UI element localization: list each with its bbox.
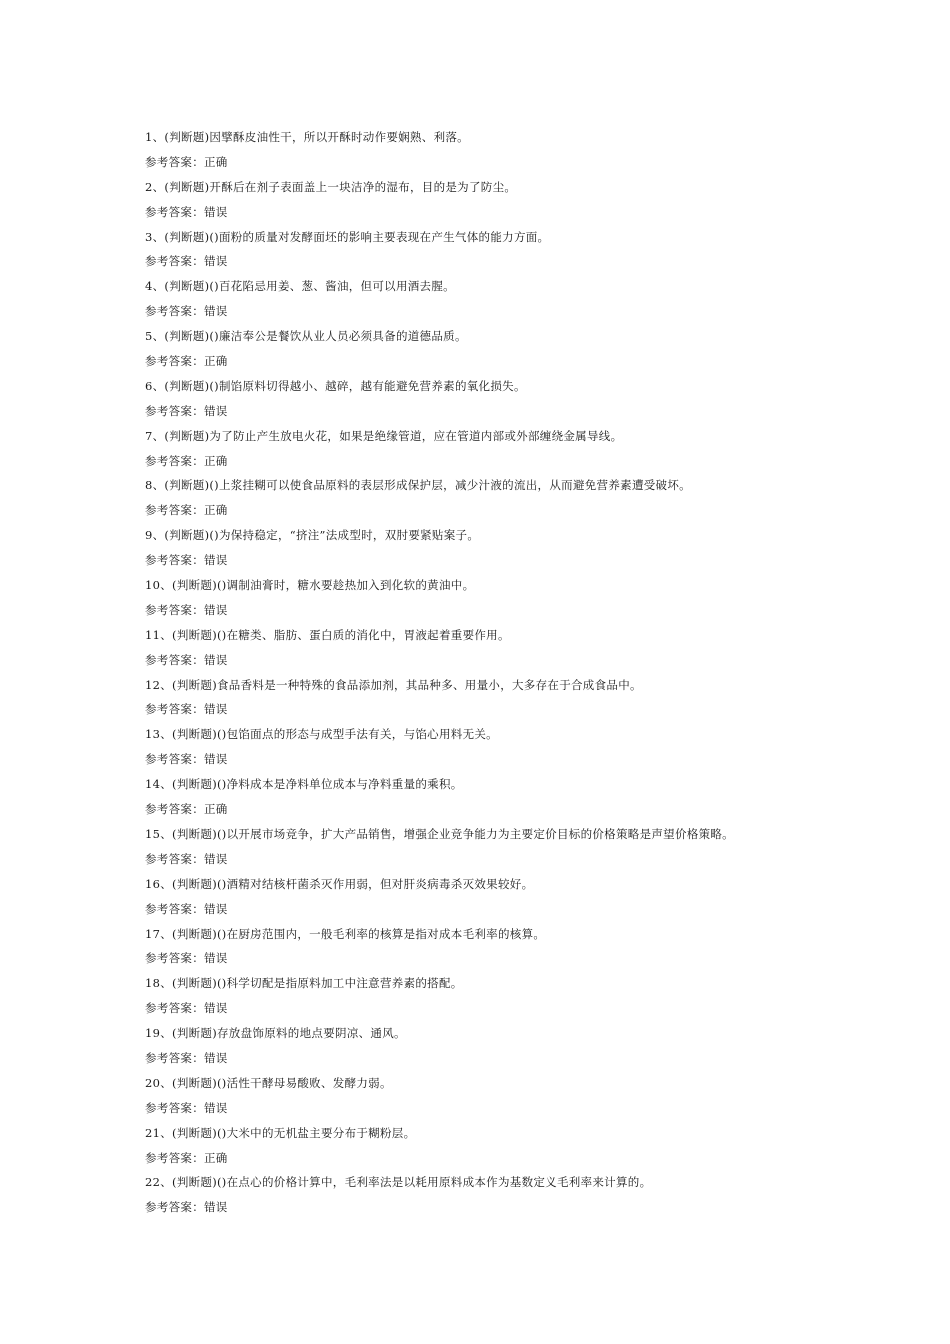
question-item <box>145 1024 925 1074</box>
answer-value: 错误 <box>204 254 228 269</box>
answer-label: 参考答案： <box>145 702 204 717</box>
question-text: 13、(判断题)()包馅面点的形态与成型手法有关，与馅心用料无关。 <box>145 727 498 742</box>
answer-line <box>145 601 925 626</box>
answer-value: 错误 <box>204 951 228 966</box>
answer-label: 参考答案： <box>145 901 204 916</box>
answer-line <box>145 900 925 925</box>
question-text: 18、(判断题)()科学切配是指原料加工中注意营养素的搭配。 <box>145 976 463 991</box>
answer-value: 正确 <box>204 354 228 369</box>
question-text: 20、(判断题)()活性干酵母易酸败、发酵力弱。 <box>145 1075 392 1090</box>
question-item <box>145 1124 925 1174</box>
answer-label: 参考答案： <box>145 453 204 468</box>
question-text: 22、(判断题)()在点心的价格计算中，毛利率法是以耗用原料成本作为基数定义毛利率来计算的。 <box>145 1175 652 1190</box>
answer-label: 参考答案： <box>145 802 204 817</box>
question-item <box>145 327 925 377</box>
question-text: 4、(判断题)()百花陷忌用姜、葱、酱油，但可以用酒去腥。 <box>145 279 455 294</box>
question-item <box>145 476 925 526</box>
question-item <box>145 925 925 975</box>
answer-label: 参考答案： <box>145 652 204 667</box>
answer-line <box>145 203 925 228</box>
answer-label: 参考答案： <box>145 1001 204 1016</box>
question-text: 3、(判断题)()面粉的质量对发酵面坯的影响主要表现在产生气体的能力方面。 <box>145 229 550 244</box>
answer-label: 参考答案： <box>145 951 204 966</box>
answer-label: 参考答案： <box>145 851 204 866</box>
answer-value: 错误 <box>204 403 228 418</box>
answer-label: 参考答案： <box>145 154 204 169</box>
answer-line <box>145 651 925 676</box>
answer-value: 正确 <box>204 154 228 169</box>
answer-line <box>145 949 925 974</box>
answer-line <box>145 1198 925 1223</box>
question-text: 11、(判断题)()在糖类、脂肪、蛋白质的消化中，胃液起着重要作用。 <box>145 627 510 642</box>
answer-label: 参考答案： <box>145 503 204 518</box>
question-item <box>145 526 925 576</box>
question-item <box>145 377 925 427</box>
answer-value: 正确 <box>204 1150 228 1165</box>
answer-line <box>145 302 925 327</box>
answer-value: 错误 <box>204 851 228 866</box>
answer-line <box>145 999 925 1024</box>
answer-line <box>145 402 925 427</box>
answer-value: 错误 <box>204 1100 228 1115</box>
question-item <box>145 178 925 228</box>
answer-value: 正确 <box>204 802 228 817</box>
answer-label: 参考答案： <box>145 602 204 617</box>
question-item <box>145 277 925 327</box>
answer-label: 参考答案： <box>145 254 204 269</box>
question-text: 21、(判断题)()大米中的无机盐主要分布于糊粉层。 <box>145 1125 416 1140</box>
answer-value: 错误 <box>204 553 228 568</box>
question-text: 14、(判断题)()净料成本是净料单位成本与净料重量的乘积。 <box>145 777 463 792</box>
answer-line <box>145 153 925 178</box>
answer-value: 错误 <box>204 652 228 667</box>
answer-value: 错误 <box>204 1050 228 1065</box>
answer-value: 错误 <box>204 204 228 219</box>
answer-line <box>145 850 925 875</box>
answer-line <box>145 800 925 825</box>
answer-label: 参考答案： <box>145 553 204 568</box>
question-item <box>145 576 925 626</box>
answer-value: 错误 <box>204 901 228 916</box>
answer-label: 参考答案： <box>145 304 204 319</box>
question-item <box>145 825 925 875</box>
answer-line <box>145 750 925 775</box>
answer-value: 错误 <box>204 1200 228 1215</box>
question-text: 17、(判断题)()在厨房范围内，一般毛利率的核算是指对成本毛利率的核算。 <box>145 926 546 941</box>
answer-line <box>145 501 925 526</box>
answer-line <box>145 1099 925 1124</box>
answer-label: 参考答案： <box>145 204 204 219</box>
answer-value: 正确 <box>204 453 228 468</box>
answer-value: 错误 <box>204 1001 228 1016</box>
question-text: 16、(判断题)()酒精对结核杆菌杀灭作用弱，但对肝炎病毒杀灭效果较好。 <box>145 876 534 891</box>
question-item <box>145 974 925 1024</box>
answer-value: 正确 <box>204 503 228 518</box>
question-text: 15、(判断题)()以开展市场竞争，扩大产品销售，增强企业竞争能力为主要定价目标的价格策略是声望价格策略。 <box>145 826 734 841</box>
question-text: 8、(判断题)()上浆挂糊可以使食品原料的表层形成保护层，减少汁液的流出，从而避免营养素遭受破坏。 <box>145 478 691 493</box>
answer-line <box>145 700 925 725</box>
answer-line <box>145 1149 925 1174</box>
question-text: 6、(判断题)()制馅原料切得越小、越碎，越有能避免营养素的氧化损失。 <box>145 378 526 393</box>
answer-label: 参考答案： <box>145 1200 204 1215</box>
question-text: 5、(判断题)()廉洁奉公是餐饮从业人员必须具备的道德品质。 <box>145 329 467 344</box>
answer-label: 参考答案： <box>145 1150 204 1165</box>
question-text: 19、(判断题)存放盘饰原料的地点要阴凉、通风。 <box>145 1026 406 1041</box>
question-item <box>145 427 925 477</box>
question-text: 10、(判断题)()调制油膏时，糖水要趁热加入到化软的黄油中。 <box>145 578 475 593</box>
question-item <box>145 676 925 726</box>
question-text: 9、(判断题)()为保持稳定，“挤注”法成型时，双肘要紧贴案子。 <box>145 528 480 543</box>
question-item <box>145 725 925 775</box>
question-text: 1、(判断题)因擘酥皮油性干，所以开酥时动作要娴熟、利落。 <box>145 130 469 144</box>
answer-value: 错误 <box>204 752 228 767</box>
question-text: 12、(判断题)食品香料是一种特殊的食品添加剂，其品种多、用量小，大多存在于合成食品中。 <box>145 677 642 692</box>
question-item <box>145 626 925 676</box>
question-text: 2、(判断题)开酥后在剂子表面盖上一块洁净的湿布，目的是为了防尘。 <box>145 179 517 194</box>
answer-line <box>145 452 925 477</box>
answer-label: 参考答案： <box>145 1050 204 1065</box>
question-item <box>145 1173 925 1223</box>
question-text: 7、(判断题)为了防止产生放电火花，如果是绝缘管道，应在管道内部或外部缠绕金属导线。 <box>145 428 623 443</box>
answer-line <box>145 1049 925 1074</box>
answer-label: 参考答案： <box>145 752 204 767</box>
answer-label: 参考答案： <box>145 354 204 369</box>
answer-line <box>145 352 925 377</box>
question-list <box>145 128 925 1223</box>
question-item <box>145 228 925 278</box>
answer-line <box>145 252 925 277</box>
answer-label: 参考答案： <box>145 1100 204 1115</box>
answer-value: 错误 <box>204 304 228 319</box>
answer-label: 参考答案： <box>145 403 204 418</box>
answer-line <box>145 551 925 576</box>
answer-value: 错误 <box>204 702 228 717</box>
question-item <box>145 875 925 925</box>
answer-value: 错误 <box>204 602 228 617</box>
question-item <box>145 775 925 825</box>
question-item <box>145 1074 925 1124</box>
question-item <box>145 128 925 178</box>
